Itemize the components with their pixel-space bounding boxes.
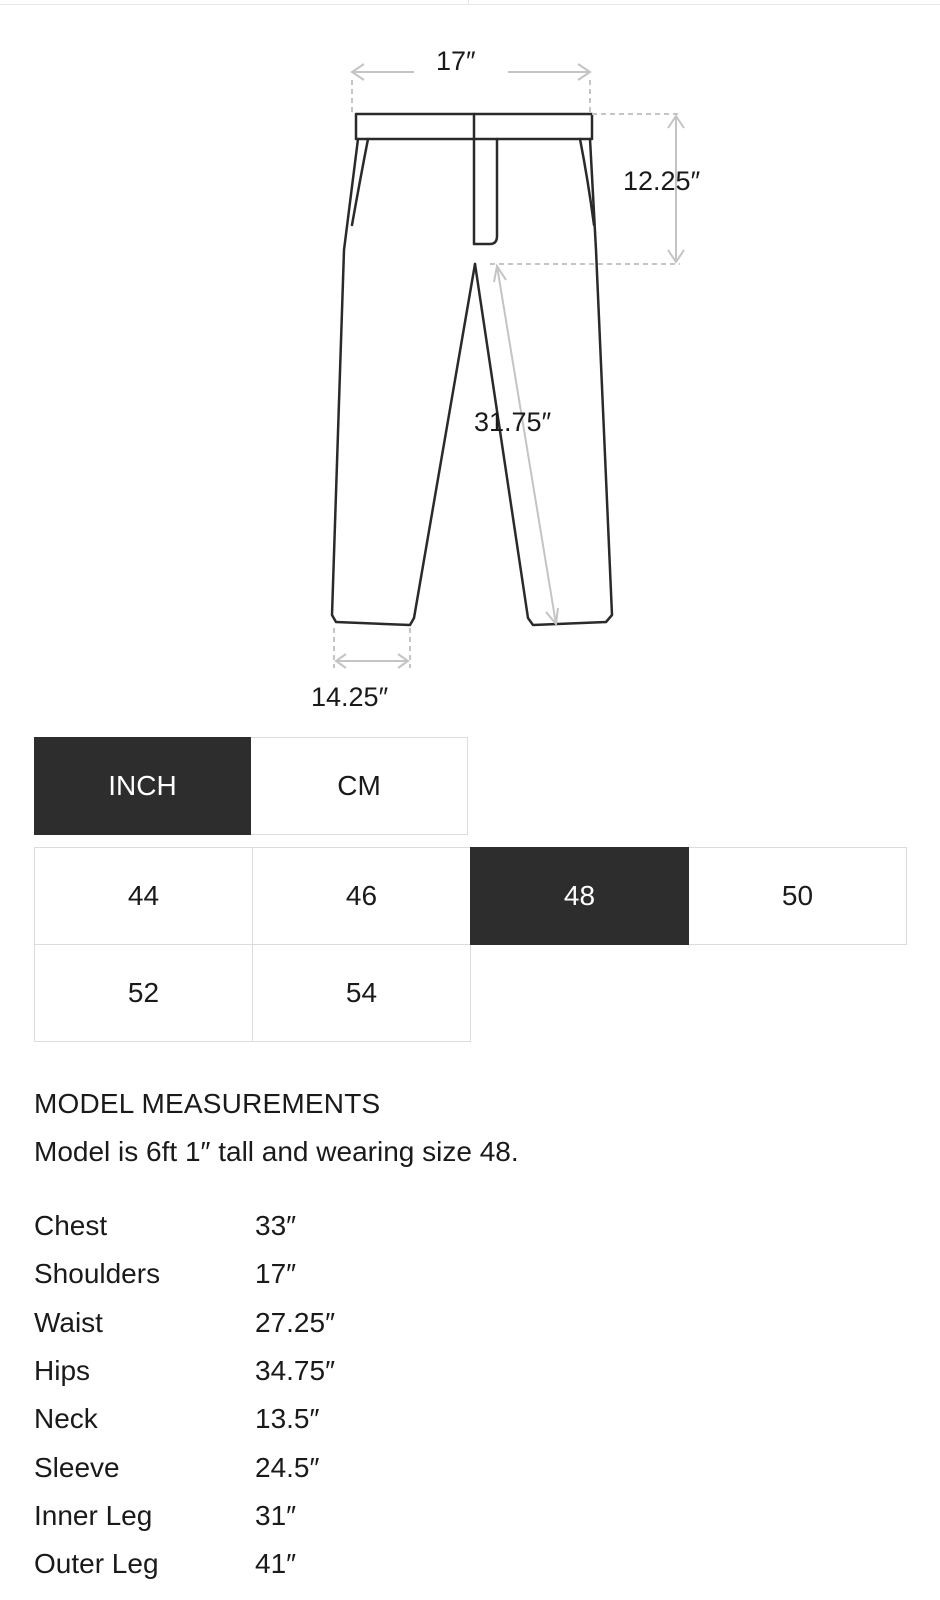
size-selector: [34, 847, 906, 1041]
pants-size-diagram: [0, 0, 940, 720]
measurement-label: Shoulders: [34, 1258, 161, 1290]
measurement-row: [34, 1250, 534, 1298]
size-option-44[interactable]: 44: [34, 847, 253, 945]
measurement-label: Chest: [34, 1210, 108, 1242]
measurement-label: Outer Leg: [34, 1548, 159, 1580]
rise-label: 12.25″: [623, 166, 701, 196]
measurement-row: [34, 1202, 534, 1250]
measurement-row: [34, 1299, 534, 1347]
unit-toggle: [34, 737, 468, 835]
size-option-54[interactable]: 54: [252, 944, 471, 1042]
measurement-value: 27.25″: [255, 1306, 335, 1338]
measurement-value: 41″: [255, 1548, 297, 1580]
measurement-row: [34, 1540, 534, 1588]
model-description: Model is 6ft 1″ tall and wearing size 48.: [34, 1136, 519, 1167]
measurement-value: 31″: [255, 1499, 297, 1531]
inseam-label: 31.75″: [474, 407, 552, 437]
unit-inch-button[interactable]: INCH: [34, 737, 251, 835]
measurement-value: 17″: [255, 1258, 297, 1290]
measurement-value: 33″: [255, 1210, 297, 1242]
measurement-label: Waist: [34, 1306, 103, 1338]
measurement-label: Sleeve: [34, 1451, 120, 1483]
size-option-52[interactable]: 52: [34, 944, 253, 1042]
pants-outline-icon: [0, 0, 940, 720]
measurement-label: Inner Leg: [34, 1499, 153, 1531]
model-measurements-list: [34, 1202, 534, 1588]
measurement-label: Hips: [34, 1355, 91, 1387]
size-option-50[interactable]: 50: [688, 847, 907, 945]
measurement-value: 13.5″: [255, 1403, 320, 1435]
waist-width-label: 17″: [436, 46, 476, 76]
measurement-row: [34, 1395, 534, 1443]
measurement-row: [34, 1492, 534, 1540]
measurement-row: [34, 1443, 534, 1491]
measurement-value: 24.5″: [255, 1451, 320, 1483]
size-option-46[interactable]: 46: [252, 847, 471, 945]
measurement-row: [34, 1347, 534, 1395]
measurement-label: Neck: [34, 1403, 98, 1435]
unit-cm-button[interactable]: CM: [251, 737, 468, 835]
leg-opening-label: 14.25″: [311, 682, 389, 712]
size-option-48[interactable]: 48: [470, 847, 689, 945]
model-measurements-heading: MODEL MEASUREMENTS: [34, 1088, 381, 1119]
measurement-value: 34.75″: [255, 1355, 335, 1387]
